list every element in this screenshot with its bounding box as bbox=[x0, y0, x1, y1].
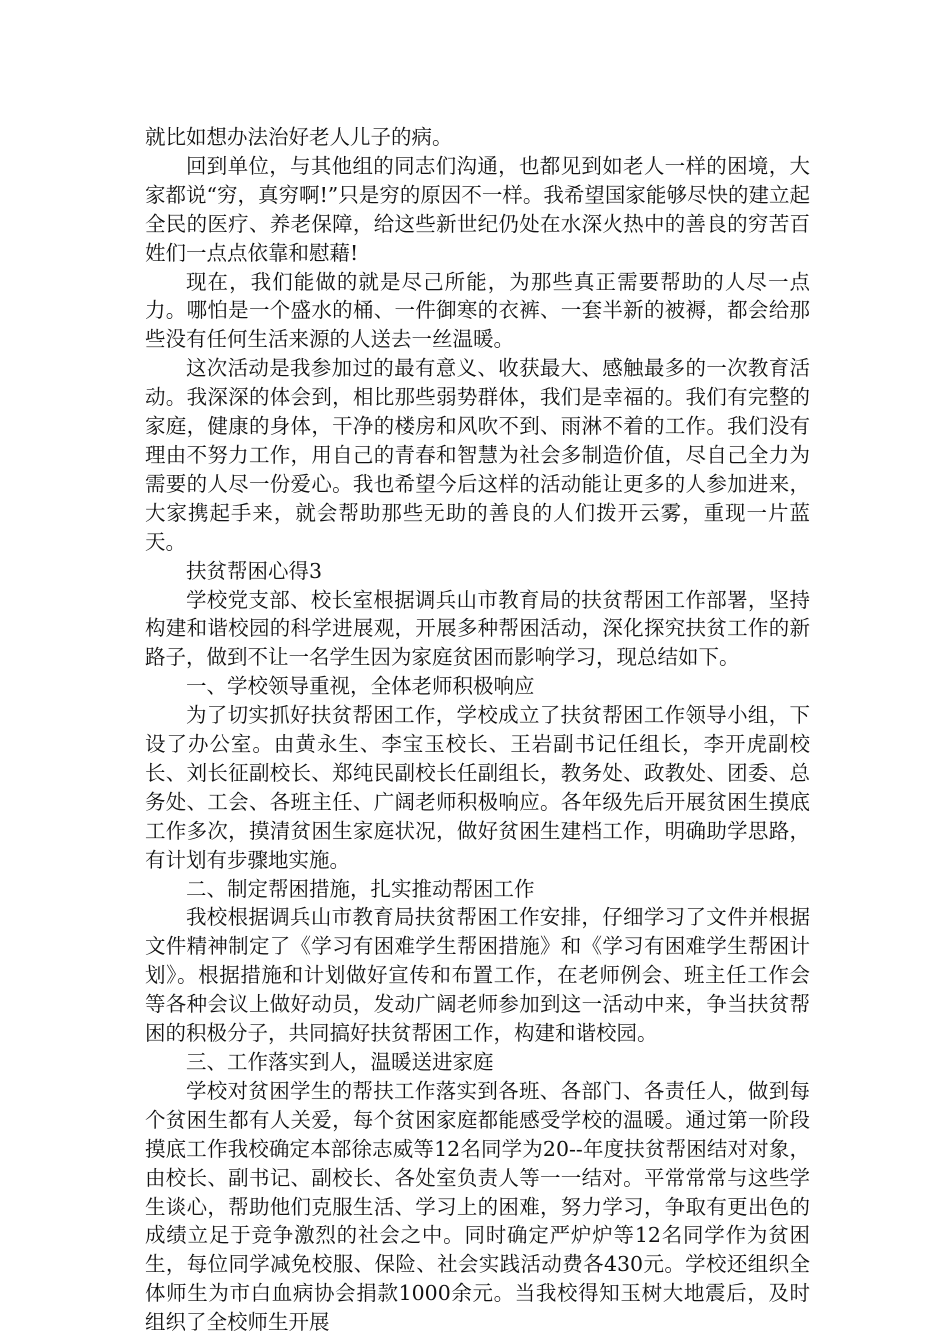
section-heading: 二、制定帮困措施，扎实推动帮困工作 bbox=[186, 876, 535, 901]
paragraph: 就比如想办法治好老人儿子的病。 bbox=[145, 125, 453, 149]
document-body bbox=[145, 123, 810, 1337]
paragraph: 这次活动是我参加过的最有意义、收获最大、感触最多的一次教育活动。我深深的体会到，相比那些弱势群体，我们是幸福的。我们有完整的家庭，健康的身体，干净的楼房和风吹不到、雨淋不着的工作。我们没有理由不努力工作，用自己的青春和智慧为社会多制造价值，尽自己全力为需要的人尽一份爱心。我也希望今后这样的活动能让更多的人参加进来，大家携起手来，就会帮助那些无助的善良的人们拨开云雾，重现一片蓝天。 bbox=[145, 356, 810, 554]
section-heading: 三、工作落实到人，温暖送进家庭 bbox=[186, 1050, 494, 1074]
paragraph: 学校对贫困学生的帮扶工作落实到各班、各部门、各责任人，做到每个贫困生都有人关爱，每个贫困家庭都能感受学校的温暖。通过第一阶段摸底工作我校确定本部徐志威等12名同学为20--年度扶贫帮困结对对象，由校长、副书记、副校长、各处室负责人等一一结对。平常常常与这些学生谈心，帮助他们克服生活、学习上的困难，努力学习，争取有更出色的成绩立足于竞争激烈的社会之中。同时确定严炉炉等12名同学作为贫困生，每位同学减免校服、保险、社会实践活动费各430元。学校还组织全体师生为市白血病协会捐款1000余元。当我校得知玉树大地震后，及时组织了全校师生开展 bbox=[145, 1078, 810, 1335]
paragraph: 我校根据调兵山市教育局扶贫帮困工作安排，仔细学习了文件并根据文件精神制定了《学习有困难学生帮困措施》和《学习有困难学生帮困计划》。根据措施和计划做好宣传和布置工作，在老师例会、班主任工作会等各种会议上做好动员，发动广阔老师参加到这一活动中来，争当扶贫帮困的积极分子，共同搞好扶贫帮困工作，构建和谐校园。 bbox=[145, 905, 810, 1046]
section-title: 扶贫帮困心得3 bbox=[186, 558, 323, 583]
paragraph: 回到单位，与其他组的同志们沟通，也都见到如老人一样的困境，大家都说“穷，真穷啊!”只是穷的原因不一样。我希望国家能够尽快的建立起全民的医疗、养老保障，给这些新世纪仍处在水深火热中的善良的穷苦百姓们一点点依靠和慰藉! bbox=[145, 153, 810, 265]
paragraph: 为了切实抓好扶贫帮困工作，学校成立了扶贫帮困工作领导小组，下设了办公室。由黄永生、李宝玉校长、王岩副书记任组长，李开虎副校长、刘长征副校长、郑纯民副校长任副组长，教务处、政教处、团委、总务处、工会、各班主任、广阔老师积极响应。各年级先后开展贫困生摸底工作多次，摸清贫困生家庭状况，做好贫困生建档工作，明确助学思路，有计划有步骤地实施。 bbox=[145, 703, 810, 872]
paragraph: 学校党支部、校长室根据调兵山市教育局的扶贫帮困工作部署，坚持构建和谐校园的科学进展观，开展多种帮困活动，深化探究扶贫工作的新路子，做到不让一名学生因为家庭贫困而影响学习，现总结如下。 bbox=[145, 587, 810, 670]
section-heading: 一、学校领导重视，全体老师积极响应 bbox=[186, 674, 535, 699]
paragraph: 现在，我们能做的就是尽己所能，为那些真正需要帮助的人尽一点力。哪怕是一个盛水的桶、一件御寒的衣裤、一套半新的被褥，都会给那些没有任何生活来源的人送去一丝温暖。 bbox=[145, 269, 810, 352]
